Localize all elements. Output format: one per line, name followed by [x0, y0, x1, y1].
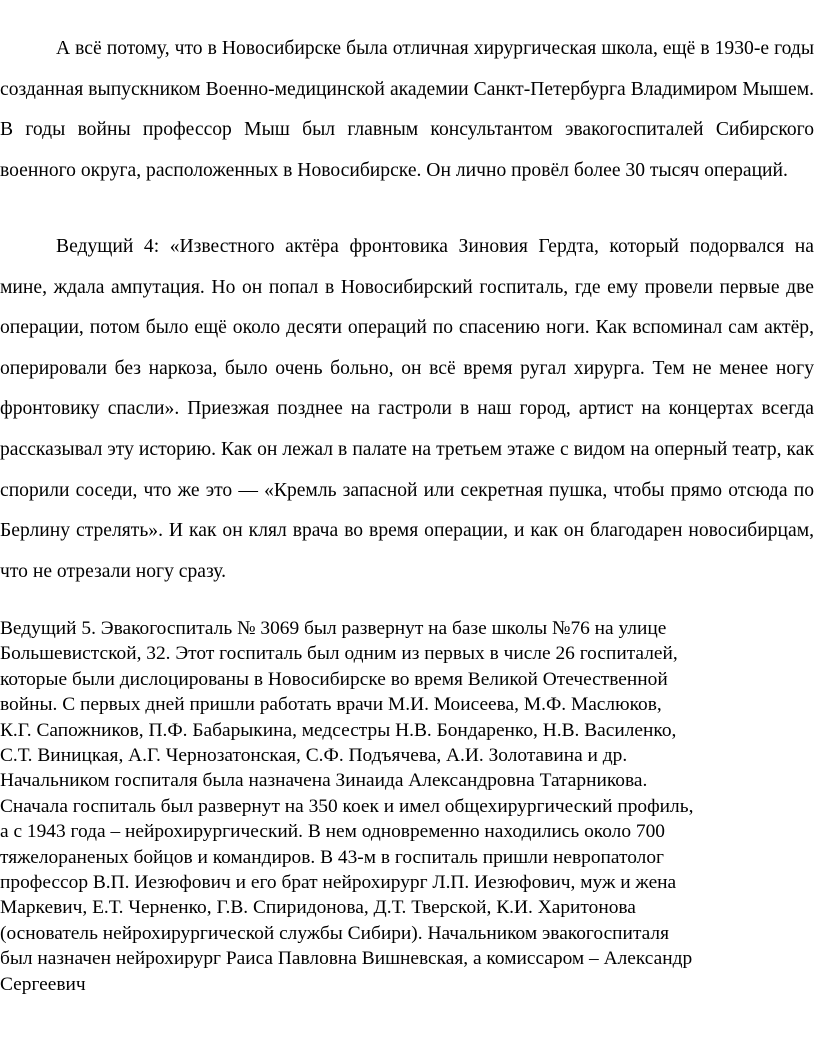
- paragraph-surgical-school: А всё потому, что в Новосибирске была отличная хирургическая школа, ещё в 1930-е годы созданная выпускником Военно-медицинской академии Санкт-Петербурга Владимиром Мышем. В годы войны профессор Мыш был главным консультантом эвакогоспиталей Сибирского военного округа, расположенных в Новосибирске. Он лично провёл более 30 тысяч операций.: [0, 38, 814, 181]
- paragraph-host-5-evacuation-hospital: Ведущий 5. Эвакогоспиталь № 3069 был развернут на базе школы №76 на улице Большевистской, 32. Этот госпиталь был одним из первых в числе 26 госпиталей, которые были дислоцированы в Новосибирске во время Великой Отечественной войны. С первых дней пришли работать врачи М.И. Моисеева, М.Ф. Маслюков, К.Г. Сапожников, П.Ф. Бабарыкина, медсестры Н.В. Бондаренко, Н.В. Василенко, С.Т. Виницкая, А.Г. Чернозатонская, С.Ф. Подъячева, А.И. Золотавина и др. Начальником госпиталя была назначена Зинаида Александровна Татарникова. Сначала госпиталь был развернут на 350 коек и имел общехирургический профиль, а с 1943 года – нейрохирургический. В нем одновременно находились около 700 тяжелораненых бойцов и командиров. В 43-м в госпиталь пришли невропатолог профессор В.П. Иезюфович и его брат нейрохирург Л.П. Иезюфович, муж и жена Маркевич, Е.Т. Черненко, Г.В. Спиридонова, Д.Т. Тверской, К.И. Харитонова (основатель нейрохирургической службы Сибири). Начальником эвакогоспиталя был назначен нейрохирург Раиса Павловна Вишневская, а комиссаром – Александр Сергеевич: [0, 618, 694, 995]
- paragraph-host-4-gerdt: Ведущий 4: «Известного актёра фронтовика Зиновия Гердта, который подорвался на мине, ждала ампутация. Но он попал в Новосибирский госпиталь, где ему провели первые две операции, потом было ещё около десяти операций по спасению ноги. Как вспоминал сам актёр, оперировали без наркоза, было очень больно, он всё время ругал хирурга. Тем не менее ногу фронтовику спасли». Приезжая позднее на гастроли в наш город, артист на концертах всегда рассказывал эту историю. Как он лежал в палате на третьем этаже с видом на оперный театр, как спорили соседи, что же это — «Кремль запасной или секретная пушка, чтобы прямо отсюда по Берлину стрелять». И как он клял врача во время операции, и как он благодарен новосибирцам, что не отрезали ногу сразу.: [0, 236, 814, 582]
